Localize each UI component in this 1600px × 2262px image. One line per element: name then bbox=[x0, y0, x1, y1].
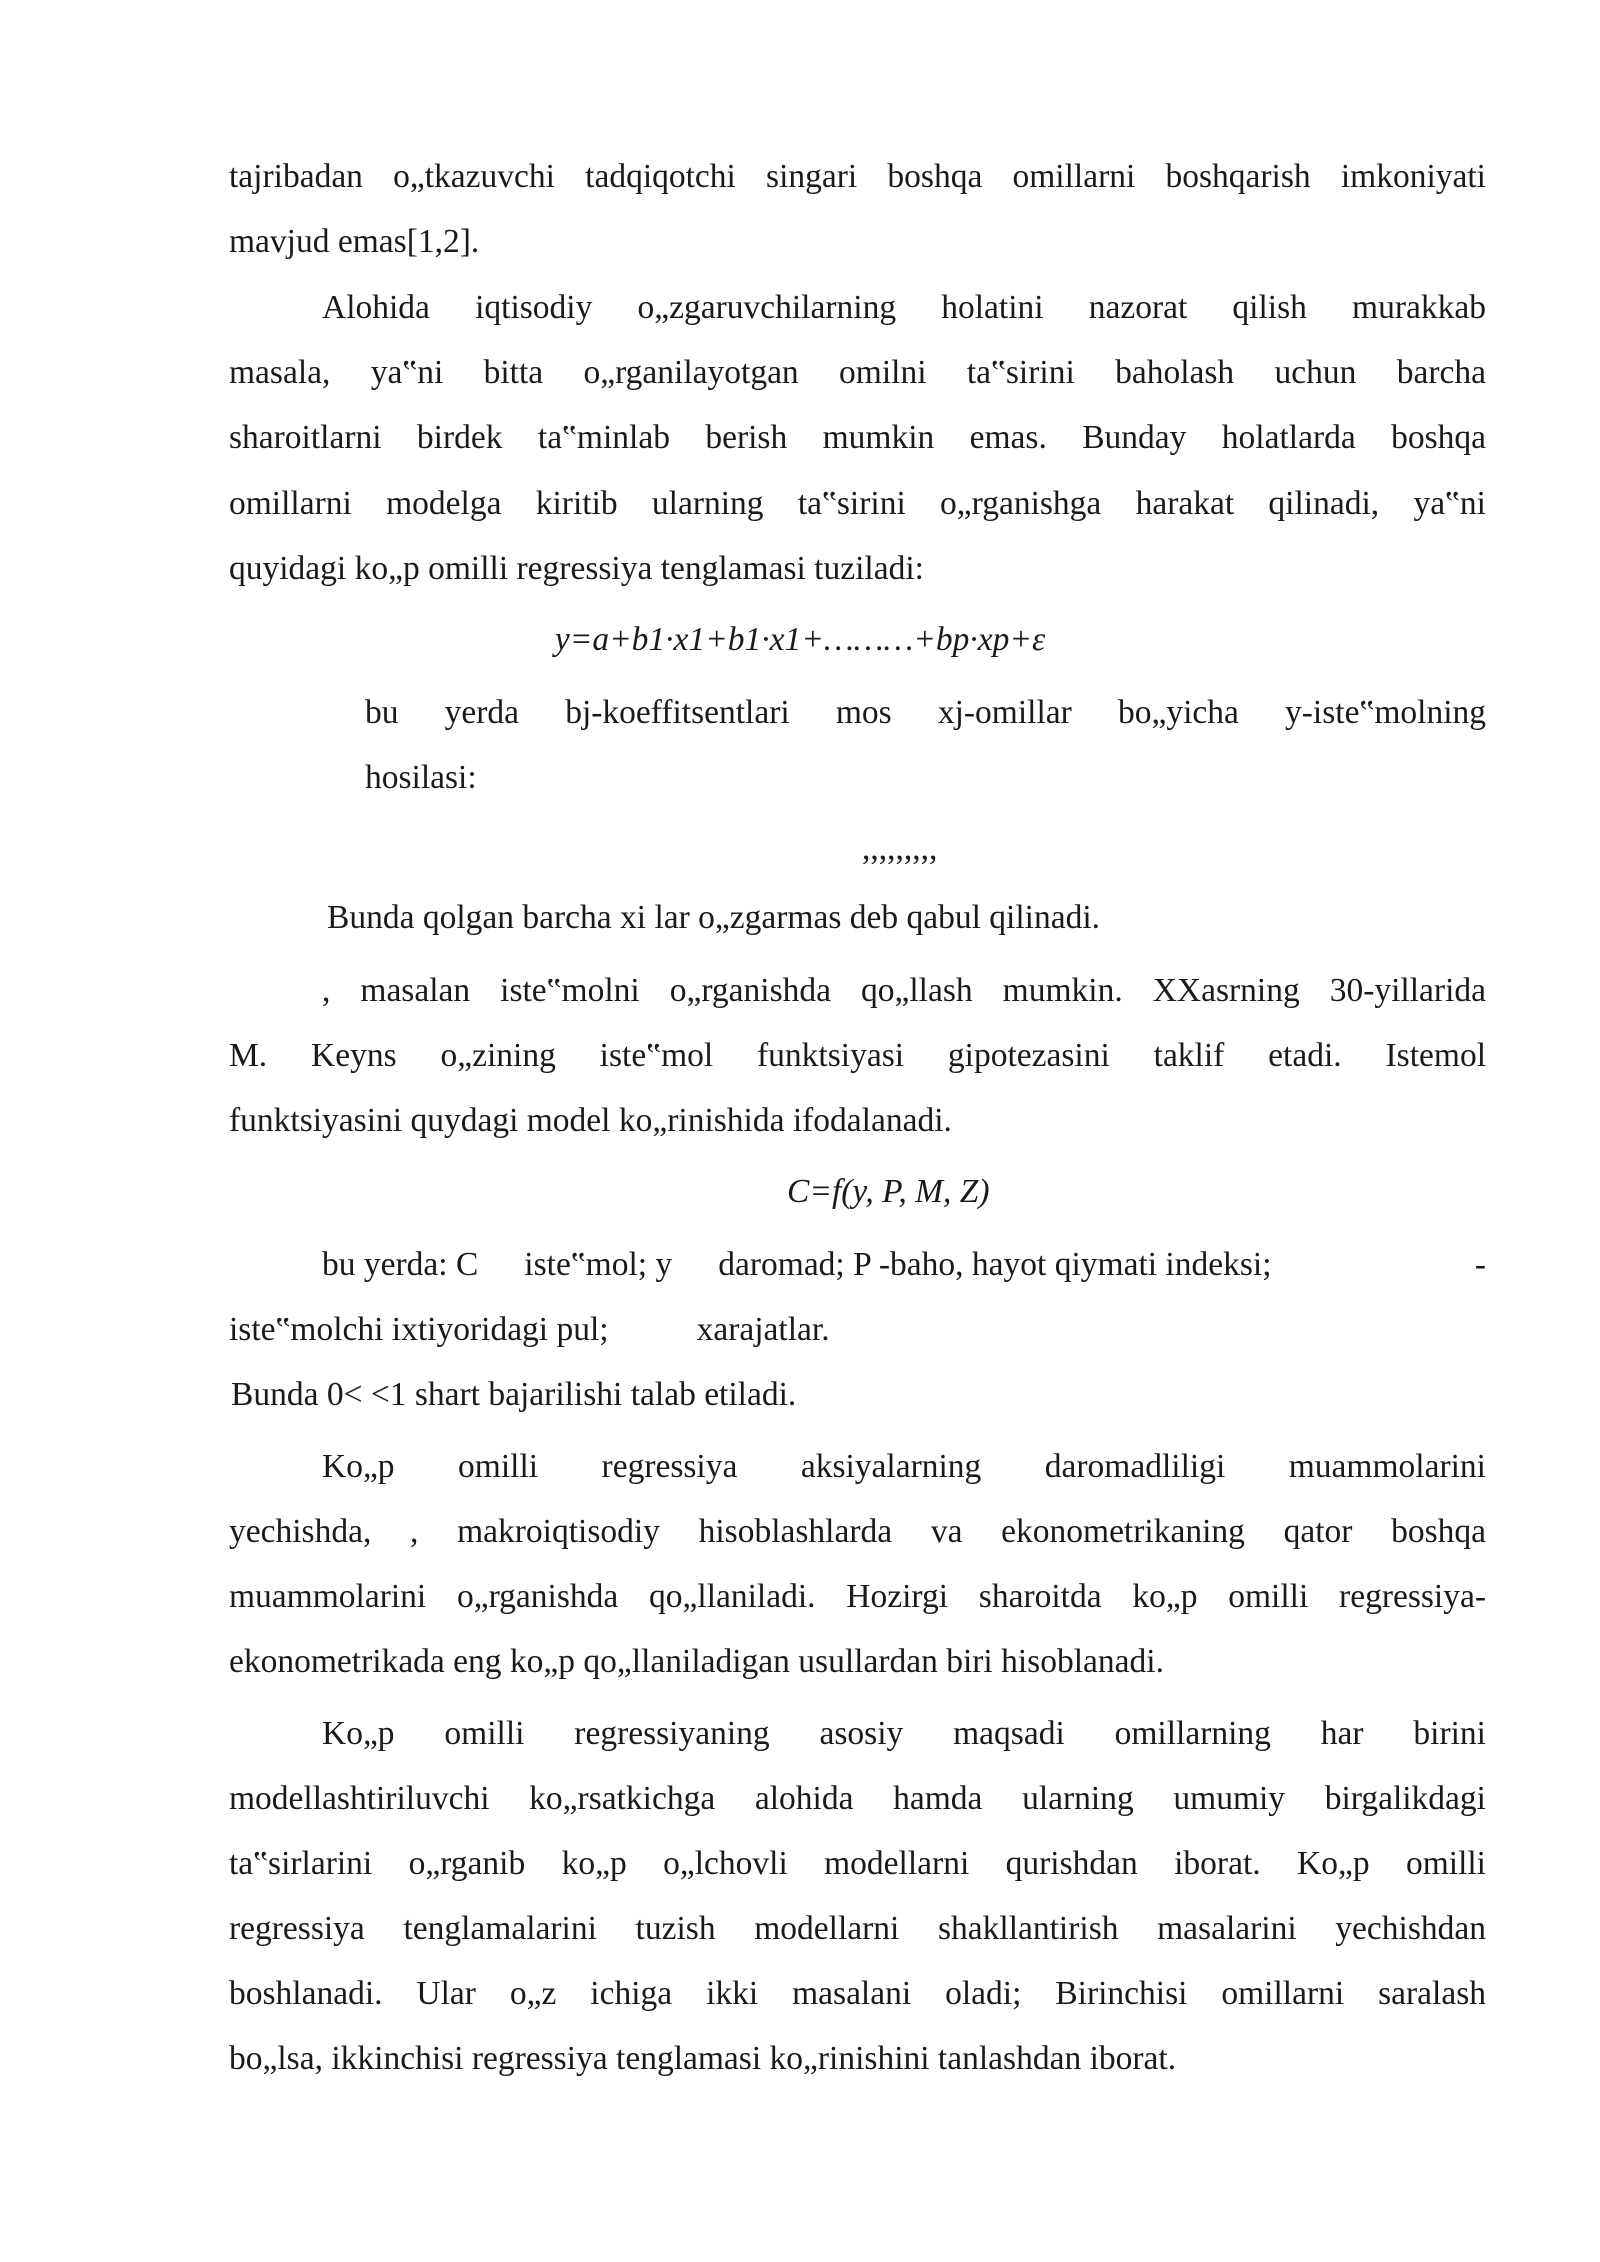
paragraph-line: regressiya tenglamalarini tuzish modellarni shakllantirish masalarini yechishdan bbox=[229, 1910, 1486, 1947]
paragraph-line: tajribadan o„tkazuvchi tadqiqotchi singari boshqa omillarni boshqarish imkoniyati bbox=[229, 158, 1486, 195]
paragraph-line: masala, ya‟ni bitta o„rganilayotgan omilni ta‟sirini baholash uchun barcha bbox=[229, 354, 1486, 391]
paragraph-line: muammolarini o„rganishda qo„llaniladi. Hozirgi sharoitda ko„p omilli regressiya- bbox=[229, 1578, 1486, 1615]
paragraph-line: boshlanadi. Ular o„z ichiga ikki masalani oladi; Birinchisi omillarni saralash bbox=[229, 1975, 1486, 2012]
paragraph-line: omillarni modelga kiritib ularning ta‟sirini o„rganishga harakat qilinadi, ya‟ni bbox=[229, 485, 1486, 522]
comma-placeholder: ,,,,,,,,, bbox=[862, 830, 938, 867]
line-segment: iste‟mol; y bbox=[524, 1246, 673, 1283]
paragraph-line: Ko„p omilli regressiya aksiyalarning daromadliligi muammolarini bbox=[322, 1448, 1486, 1485]
paragraph-line: yechishda, , makroiqtisodiy hisoblashlarda va ekonometrikaning qator boshqa bbox=[229, 1513, 1486, 1550]
regression-formula: y=a+b1·x1+b1·x1+………+bp·xp+ε bbox=[554, 621, 1046, 658]
paragraph-line: hosilasi: bbox=[365, 759, 477, 796]
paragraph-line: Bunda 0< <1 shart bajarilishi talab etiladi. bbox=[231, 1376, 797, 1413]
paragraph-line: modellashtiriluvchi ko„rsatkichga alohida hamda ularning umumiy birgalikdagi bbox=[229, 1780, 1486, 1817]
paragraph-line: funktsiyasini quydagi model ko„rinishida ifodalanadi. bbox=[229, 1102, 952, 1139]
paragraph-line: Bunda qolgan barcha xi lar o„zgarmas deb qabul qilinadi. bbox=[327, 899, 1101, 936]
paragraph-line: mavjud emas[1,2]. bbox=[229, 223, 480, 260]
paragraph-line: bu yerda bj-koeffitsentlari mos xj-omillar bo„yicha y-iste‟molning bbox=[365, 694, 1486, 731]
paragraph-line: ekonometrikada eng ko„p qo„llaniladigan usullardan biri hisoblanadi. bbox=[229, 1643, 1164, 1680]
line-segment: xarajatlar. bbox=[696, 1311, 830, 1348]
line-segment: iste‟molchi ixtiyoridagi pul; bbox=[229, 1311, 609, 1348]
paragraph-line: Ko„p omilli regressiyaning asosiy maqsadi omillarning har birini bbox=[322, 1715, 1486, 1752]
line-segment: bu yerda: C bbox=[322, 1246, 479, 1283]
paragraph-line: quyidagi ko„p omilli regressiya tenglamasi tuziladi: bbox=[229, 550, 924, 587]
paragraph-line bbox=[229, 1310, 1486, 1350]
line-segment: - bbox=[1474, 1246, 1486, 1283]
paragraph-line: Alohida iqtisodiy o„zgaruvchilarning holatini nazorat qilish murakkab bbox=[322, 289, 1486, 326]
paragraph-line bbox=[322, 1245, 1486, 1285]
line-segment: daromad; P -baho, hayot qiymati indeksi; bbox=[718, 1246, 1272, 1283]
paragraph-line: sharoitlarni birdek ta‟minlab berish mumkin emas. Bunday holatlarda boshqa bbox=[229, 419, 1486, 456]
paragraph-line: bo„lsa, ikkinchisi regressiya tenglamasi ko„rinishini tanlashdan iborat. bbox=[229, 2040, 1177, 2077]
paragraph-line: M. Keyns o„zining iste‟mol funktsiyasi gipotezasini taklif etadi. Istemol bbox=[229, 1037, 1486, 1074]
consumption-function-formula: C=f(y, P, M, Z) bbox=[787, 1173, 990, 1210]
paragraph-line: , masalan iste‟molni o„rganishda qo„llash mumkin. XXasrning 30-yillarida bbox=[322, 972, 1486, 1009]
paragraph-line: ta‟sirlarini o„rganib ko„p o„lchovli modellarni qurishdan iborat. Ko„p omilli bbox=[229, 1845, 1486, 1882]
